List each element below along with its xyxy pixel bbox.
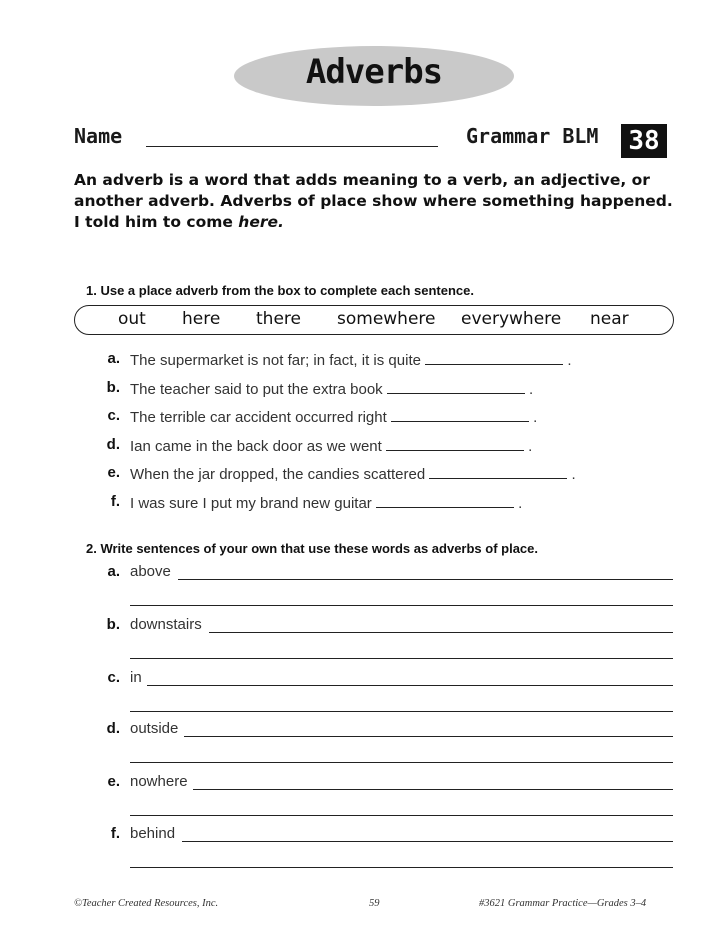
word-box-item: somewhere [337,309,436,329]
item-text: The teacher said to put the extra book [130,381,383,398]
item-text: The supermarket is not far; in fact, it is quite [130,352,421,369]
writing-line[interactable] [178,579,673,580]
item-letter: f. [110,493,120,510]
name-label: Name [74,124,123,148]
item-letter: e. [107,464,120,481]
item-letter: a. [107,350,120,367]
item-word: outside [130,720,179,737]
item-letter: c. [107,407,120,424]
answer-blank[interactable] [386,436,524,451]
footer-page-number: 59 [369,898,380,909]
item-word: above [130,563,171,580]
item-word: downstairs [130,616,202,633]
word-box-item: here [182,309,221,329]
word-box-item: near [590,309,629,329]
section-1-instruction: 1. Use a place adverb from the box to complete each sentence. [86,283,474,298]
writing-line[interactable] [130,815,673,816]
intro-paragraph [74,170,684,233]
writing-line[interactable] [130,867,673,868]
word-box-item: there [256,309,301,329]
item-text: Ian came in the back door as we went [130,438,382,455]
item-letter: b. [106,616,120,633]
example-prefix: I told him to come [74,213,239,231]
item-letter: d. [106,436,120,453]
writing-line[interactable] [130,605,673,606]
writing-line[interactable] [130,658,673,659]
item-text: I was sure I put my brand new guitar [130,495,372,512]
blm-number-badge: 38 [621,124,667,158]
item-text: The terrible car accident occurred right [130,409,387,426]
writing-line[interactable] [184,736,673,737]
writing-line[interactable] [130,762,673,763]
item-letter: a. [107,563,120,580]
example-sentence [74,212,684,233]
item-word: nowhere [130,773,188,790]
answer-blank[interactable] [391,407,529,422]
item-period: . [533,409,538,426]
writing-line[interactable] [193,789,673,790]
word-box-item: out [118,309,146,329]
footer-book-title: #3621 Grammar Practice—Grades 3–4 [479,898,647,909]
item-word: in [130,669,142,686]
item-letter: b. [106,379,120,396]
item-period: . [571,466,576,483]
item-letter: d. [106,720,120,737]
item-period: . [529,381,534,398]
writing-line[interactable] [147,685,673,686]
section-2-instruction: 2. Write sentences of your own that use these words as adverbs of place. [86,541,539,556]
page-title: Adverbs [305,52,443,92]
answer-blank[interactable] [425,350,563,365]
item-period: . [518,495,523,512]
writing-line[interactable] [130,711,673,712]
example-word: here. [238,213,284,231]
item-word: behind [130,825,176,842]
answer-blank[interactable] [429,464,567,479]
answer-blank[interactable] [376,493,514,508]
answer-blank[interactable] [387,379,525,394]
writing-line[interactable] [182,841,673,842]
item-text: When the jar dropped, the candies scattered [130,466,426,483]
word-box-item: everywhere [461,309,562,329]
grammar-blm-label: Grammar BLM [466,124,599,148]
footer-copyright: ©Teacher Created Resources, Inc. [74,898,219,909]
item-period: . [567,352,572,369]
name-field-line[interactable] [146,146,438,147]
definition-text: An adverb is a word that adds meaning to a verb, an adjective, or another adverb. Adverbs of place show where something happened. [74,171,673,210]
item-period: . [528,438,533,455]
item-letter: e. [107,773,120,790]
item-letter: f. [110,825,120,842]
writing-line[interactable] [209,632,673,633]
item-letter: c. [107,669,120,686]
